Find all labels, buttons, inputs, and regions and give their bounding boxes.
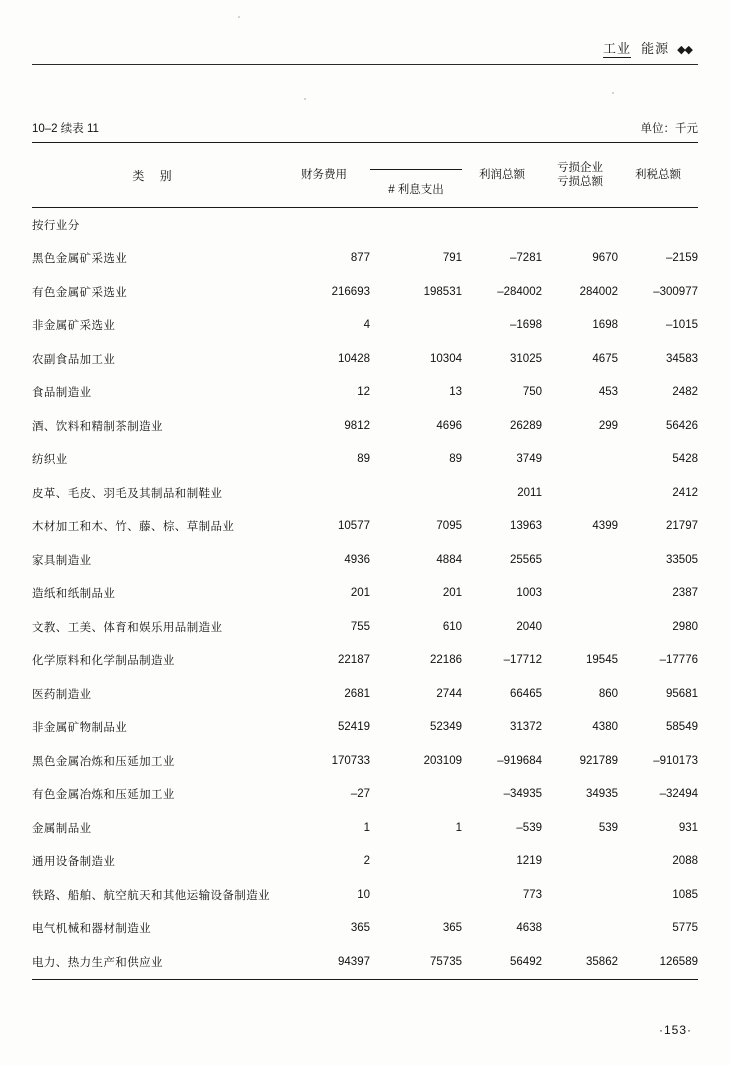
header-main-title: 工业 [603,41,632,56]
cell-interest-expense: 22186 [430,654,462,667]
cell-profit-and-tax: –910173 [653,754,698,767]
scan-speck [238,16,240,18]
cell-total-profit: 1219 [516,855,542,868]
row-category: 酒、饮料和精制茶制造业 [32,420,163,433]
cell-finance-cost: 4 [363,319,370,332]
cell-total-profit: –34935 [503,788,542,801]
table-row [32,342,698,376]
row-category: 造纸和纸制品业 [32,588,116,601]
cell-profit-and-tax: 2387 [672,587,698,600]
column-header-loss-enterprise-line2: 亏损总额 [557,176,603,188]
cell-loss-enterprise-total [542,476,618,510]
cell-interest-expense: 203109 [423,754,462,767]
column-header-total-profit [462,143,542,208]
cell-total-profit: 25565 [510,553,542,566]
cell-total-profit: –7281 [510,252,542,265]
cell-interest-expense [370,878,462,912]
cell-profit-and-tax: 56426 [666,419,698,432]
cell-loss-enterprise-total [542,912,618,946]
cell-profit-and-tax: –17776 [659,654,698,667]
cell-loss-enterprise-total: 921789 [579,754,618,767]
cell-profit-and-tax: 2980 [672,620,698,633]
cell-loss-enterprise-total: 4399 [592,520,618,533]
cell-loss-enterprise-total: 34935 [586,788,618,801]
cell-profit-and-tax: –1015 [666,319,698,332]
row-category: 非金属矿物制品业 [32,722,128,735]
cell-interest-expense: 13 [449,386,462,399]
table-head [32,143,698,208]
cell-profit-and-tax: 1085 [672,888,698,901]
column-header-interest-expense-label: # 利息支出 [370,169,462,197]
cell-total-profit: 3749 [516,453,542,466]
cell-interest-expense: 1 [455,821,462,834]
table-row [32,476,698,510]
table-row [32,610,698,644]
scan-speck [304,98,306,100]
cell-total-profit: –284002 [497,285,542,298]
row-category: 文教、工美、体育和娱乐用品制造业 [32,621,223,634]
cell-interest-expense [370,309,462,343]
cell-profit-and-tax: 21797 [666,520,698,533]
cell-profit-and-tax: 2088 [672,855,698,868]
table-row [32,845,698,879]
cell-finance-cost: 12 [357,386,370,399]
cell-finance-cost: 216693 [331,285,370,298]
cell-interest-expense: 201 [442,587,462,600]
table-row [32,711,698,745]
cell-finance-cost: 170733 [331,754,370,767]
table-row [32,376,698,410]
table-row [32,744,698,778]
table-code: 10–2 续表 11 [32,123,99,135]
cell-finance-cost: 365 [350,922,370,935]
cell-finance-cost: 10428 [338,352,370,365]
table-header-row [32,143,698,208]
cell-finance-cost: 10 [357,888,370,901]
cell-interest-expense: 198531 [423,285,462,298]
cell-interest-expense: 89 [449,453,462,466]
cell-loss-enterprise-total: 4380 [592,721,618,734]
table-row [32,275,698,309]
cell-finance-cost: 52419 [338,721,370,734]
table-row [32,945,698,979]
group-cell [618,208,698,242]
cell-total-profit: –919684 [497,754,542,767]
cell-finance-cost: 94397 [278,945,370,979]
row-category: 农副食品加工业 [32,353,116,366]
row-category: 皮革、毛皮、羽毛及其制品和制鞋业 [32,487,223,500]
row-category: 木材加工和木、竹、藤、棕、草制品业 [32,521,235,534]
row-category: 化学原料和化学制品制造业 [32,655,175,668]
cell-profit-and-tax: 5428 [672,453,698,466]
group-label: 按行业分 [32,219,80,232]
cell-finance-cost: 89 [357,453,370,466]
table-row [32,677,698,711]
cell-total-profit: 26289 [510,419,542,432]
cell-loss-enterprise-total: 4675 [592,352,618,365]
table-group-row [32,208,698,242]
cell-profit-and-tax: 931 [678,821,698,834]
cell-total-profit: 56492 [462,945,542,979]
cell-total-profit: 750 [522,386,542,399]
cell-interest-expense: 52349 [430,721,462,734]
cell-interest-expense [370,778,462,812]
cell-finance-cost: 4936 [344,553,370,566]
cell-interest-expense: 4884 [436,553,462,566]
cell-profit-and-tax: 5775 [672,922,698,935]
cell-finance-cost: 2681 [344,687,370,700]
table-row [32,510,698,544]
cell-loss-enterprise-total: 299 [598,419,618,432]
cell-profit-and-tax: –300977 [653,285,698,298]
column-header-interest-expense [370,143,462,208]
cell-interest-expense: 4696 [436,419,462,432]
cell-finance-cost: 755 [350,620,370,633]
cell-loss-enterprise-total: 453 [598,386,618,399]
cell-profit-and-tax: 34583 [666,352,698,365]
row-category: 金属制品业 [32,822,92,835]
table-row [32,543,698,577]
cell-finance-cost: 201 [350,587,370,600]
row-category: 有色金属冶炼和压延加工业 [32,789,175,802]
cell-interest-expense [370,476,462,510]
row-category: 电气机械和器材制造业 [32,923,151,936]
header-sub-title: 能源 [641,41,670,56]
cell-total-profit: 1003 [516,587,542,600]
cell-profit-and-tax: 2412 [672,486,698,499]
cell-profit-and-tax: 2482 [672,386,698,399]
cell-finance-cost: 10577 [338,520,370,533]
table-row [32,811,698,845]
cell-interest-expense [370,845,462,879]
table-row [32,912,698,946]
row-category: 黑色金属矿采选业 [32,253,128,266]
table-body [32,208,698,980]
cell-loss-enterprise-total: 19545 [586,654,618,667]
column-header-profit-and-tax [618,143,698,208]
cell-loss-enterprise-total: 539 [598,821,618,834]
cell-total-profit: 4638 [516,922,542,935]
cell-loss-enterprise-total [542,543,618,577]
cell-interest-expense: 791 [442,252,462,265]
cell-finance-cost [278,476,370,510]
cell-loss-enterprise-total [542,443,618,477]
cell-total-profit: 2011 [517,486,542,499]
group-cell [542,208,618,242]
header-divider [32,64,698,65]
cell-interest-expense: 7095 [436,520,462,533]
cell-loss-enterprise-total: 284002 [579,285,618,298]
cell-loss-enterprise-total [542,845,618,879]
column-header-total-profit-label: 利润总额 [479,168,525,181]
column-header-finance-cost-label: 财务费用 [301,168,347,181]
cell-total-profit: 31372 [510,721,542,734]
cell-total-profit: –539 [516,821,542,834]
cell-loss-enterprise-total [542,610,618,644]
column-header-loss-enterprise-line1: 亏损企业 [557,161,603,174]
cell-profit-and-tax: 58549 [666,721,698,734]
cell-loss-enterprise-total: 35862 [542,945,618,979]
diamond-icon: ◆◆ [677,44,692,56]
statistics-table [32,142,698,980]
row-category: 纺织业 [32,454,68,467]
cell-total-profit: –17712 [503,654,542,667]
cell-finance-cost: 22187 [338,654,370,667]
column-header-finance-cost [278,143,370,208]
header-title-block [603,38,692,57]
row-category: 铁路、船舶、航空航天和其他运输设备制造业 [32,889,270,902]
column-header-category: 类 别 [32,143,278,208]
row-category: 电力、热力生产和供应业 [32,945,278,979]
cell-finance-cost: 2 [363,855,370,868]
cell-loss-enterprise-total: 860 [598,687,618,700]
cell-profit-and-tax: –32494 [659,788,698,801]
row-category: 医药制造业 [32,688,92,701]
cell-total-profit: 66465 [510,687,542,700]
column-header-profit-and-tax-label: 利税总额 [635,168,681,181]
cell-loss-enterprise-total: 1698 [592,319,618,332]
cell-total-profit: 2040 [516,620,542,633]
cell-finance-cost: 877 [350,252,370,265]
cell-total-profit: 31025 [510,352,542,365]
cell-finance-cost: 1 [363,821,370,834]
row-category: 食品制造业 [32,387,92,400]
cell-profit-and-tax: 126589 [618,945,698,979]
row-category: 通用设备制造业 [32,856,116,869]
scan-speck [612,92,614,94]
table-row [32,878,698,912]
cell-total-profit: 773 [522,888,542,901]
cell-profit-and-tax: 33505 [666,553,698,566]
cell-finance-cost: –27 [350,788,370,801]
group-cell [370,208,462,242]
cell-interest-expense: 10304 [430,352,462,365]
column-header-loss-enterprise [542,143,618,208]
table-unit: 单位：千元 [640,123,698,135]
cell-finance-cost: 9812 [344,419,370,432]
row-category: 家具制造业 [32,554,92,567]
row-category: 有色金属矿采选业 [32,286,128,299]
table-row [32,443,698,477]
cell-interest-expense: 610 [442,620,462,633]
table-row [32,409,698,443]
row-category: 黑色金属冶炼和压延加工业 [32,755,175,768]
table-row [32,644,698,678]
row-category: 非金属矿采选业 [32,320,116,333]
group-cell [462,208,542,242]
cell-profit-and-tax: 95681 [666,687,698,700]
cell-profit-and-tax: –2159 [666,252,698,265]
cell-interest-expense: 2744 [436,687,462,700]
cell-loss-enterprise-total [542,577,618,611]
cell-interest-expense: 365 [442,922,462,935]
cell-total-profit: –1698 [510,319,542,332]
page-number: ·153· [658,1023,692,1037]
table-row [32,778,698,812]
cell-total-profit: 13963 [510,520,542,533]
cell-loss-enterprise-total [542,878,618,912]
cell-interest-expense: 75735 [370,945,462,979]
table-row [32,242,698,276]
cell-loss-enterprise-total: 9670 [592,252,618,265]
table-row [32,577,698,611]
group-cell [278,208,370,242]
table-row [32,309,698,343]
